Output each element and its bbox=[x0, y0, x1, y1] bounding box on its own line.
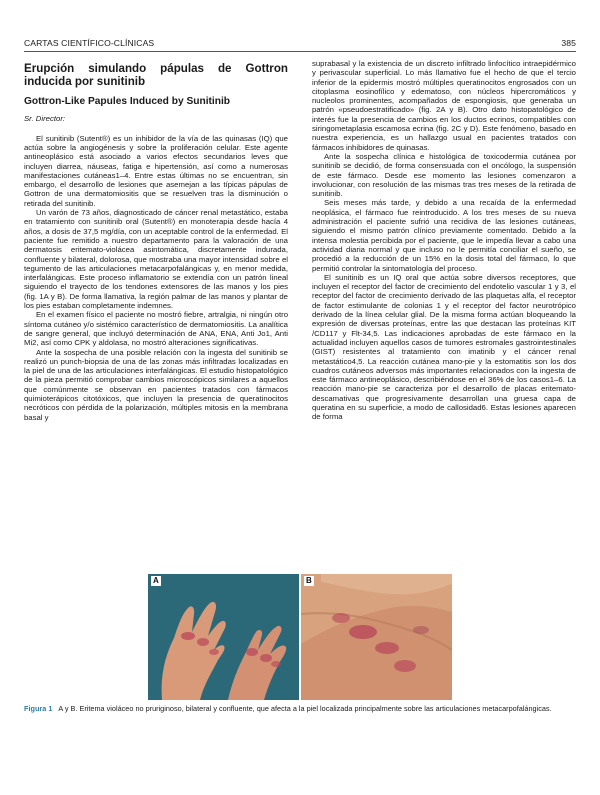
figure-panel-b bbox=[301, 574, 452, 700]
page-number: 385 bbox=[561, 38, 576, 48]
panel-label-b: B bbox=[306, 576, 312, 585]
figure-1 bbox=[148, 574, 452, 700]
left-column bbox=[24, 59, 288, 422]
body-paragraph: Ante la sospecha clínica e histológica de toxicodermia cutánea por sunitinib se decidió, de forma consensuada con el oncólogo, la suspensión de este fármaco. Desde ese momento las lesiones comenzaron a involucionar, con resolución de las mismas tras tres meses de la retirada de sunitinib. bbox=[312, 151, 576, 199]
body-paragraph: En el examen físico el paciente no mostró fiebre, artralgia, ni ningún otro síntoma cutáneo y/o sistémico característico de dermatomiositis. La analítica de sangre general, que incluyó determinación de ANA, ENA, Anti Jo1, Anti Mi2, así como CPK y aldolasa, no mostró alteraciones significativas. bbox=[24, 310, 288, 348]
article-title-english: Gottron-Like Papules Induced by Sunitinib bbox=[24, 96, 231, 108]
hands-photo-a bbox=[148, 574, 299, 700]
panel-label-a: A bbox=[153, 576, 159, 585]
article-title-spanish: Erupción simulando pápulas de Gottron inducida por sunitinib bbox=[24, 62, 288, 89]
right-column bbox=[312, 59, 576, 422]
running-header bbox=[24, 38, 576, 52]
body-paragraph: El sunitinib (Sutent®) es un inhibidor de la vía de las quinasas (IQ) que actúa sobre la angiogénesis y sobre la proliferación celular. Este agente antineoplásico está asociado a varios efectos secundarios leves que incluyen diarrea, náuseas, fatiga e hipertensión, así como a numerosas manifestaciones cutáneas1–4. Entre estas últimas no se encuentran, sin embargo, el desarrollo de lesiones que asemejan a las típicas pápulas de Gottron de una dermatomiositis que se resuelven tras la disminución o retirada del sunitinib. bbox=[24, 133, 288, 208]
body-paragraph: Ante la sospecha de una posible relación con la ingesta del sunitinib se realizó un punch-biopsia de una de las zonas más infiltradas localizadas en la piel de una de las articulaciones interfalángicas. El estudio histopatológico de la pieza permitió comprobar cambios microscópicos similares a aquellos que comúnmente se observan en pacientes tratados con fármacos quimioterápicos citotóxicos, que incluyen la presencia de queratinocitos necróticos con pérdida de la polarización, múltiples mitosis en la membrana basal y bbox=[24, 347, 288, 422]
salutation: Sr. Director: bbox=[24, 114, 66, 124]
figure-caption-text: A y B. Eritema violáceo no pruriginoso, bilateral y confluente, que afecta a la piel localizada principalmente sobre las articulaciones metacarpofalángicas. bbox=[58, 704, 552, 713]
figure-caption-label: Figura 1 bbox=[24, 704, 53, 713]
body-paragraph: Un varón de 73 años, diagnosticado de cáncer renal metastático, estaba en tratamiento con sunitinib oral (Sutent®) en monoterapia desde hacía 4 años, a dosis de 37,5 mg/día, con un aceptable control de la enfermedad. El paciente fue remitido a nuestro departamento para la valoración de una dermatosis eritemato-violácea asintomática, discretamente indurada, confluente y bilateral, dolorosa, que mostraba una mayor intensidad sobre el tegumento de las articulaciones metacarpofalángicas y, en menor medida, interfalángicas. Este proceso inflamatorio se extendía con un patrón lineal siguiendo el trayecto de los tendones extensores de las manos y los pies (fig. 1A y B). De forma llamativa, la región palmar de las manos y plantar de los pies estaban completamente indemnes. bbox=[24, 208, 288, 311]
journal-section-title: CARTAS CIENTÍFICO-CLÍNICAS bbox=[24, 38, 155, 48]
figure-panel-a bbox=[148, 574, 299, 700]
hand-photo-b bbox=[301, 574, 452, 700]
body-paragraph: El sunitinib es un IQ oral que actúa sobre diversos receptores, que incluyen el receptor del factor de crecimiento del endotelio vascular 1 y 3, el receptor del factor de crecimiento derivado de las plaquetas alfa, el receptor de factor estimulante de colonias 1 y el receptor del factor neurotrópico derivado de la línea celular glial. De la misma forma actúan bloqueando la expresión de diversas proteínas, entre las que destacan las proteínas KIT /CD117 y Flt-34,5. Las indicaciones aprobadas de este fármaco en la actualidad incluyen aquellos casos de tumores estromales gastrointestinales (GIST) resistentes al tratamiento con imatinib y el cáncer renal metastático4,5. La reacción cutánea mano-pie y la estomatitis son los dos cuadros cutáneos adversos más importantes relacionados con la ingesta de este fármaco antineoplásico, describiéndose en el 36% de los casos1–6. La reacción mano-pie se caracteriza por el desarrollo de placas eritemato-descamativas que progresivamente desarrollan una gruesa capa de queratina en su superficie, a modo de callosidad6. Estas lesiones aparecen de forma bbox=[312, 272, 576, 422]
figure-caption bbox=[24, 704, 576, 714]
header-rule bbox=[24, 51, 576, 52]
body-paragraph: Seis meses más tarde, y debido a una recaída de la enfermedad neoplásica, el fármaco fue reintroducido. A los tres meses de su nueva administración el paciente sufrió una recidiva de las lesiones cutáneas, siguiendo el mismo patrón clínico previamente comentado. Debido a la intensa molestia percibida por el paciente, que le impedía llevar a cabo una actividad diaria normal y que incluso no le permitía conciliar el sueño, se procedió a la reducción de un 15% en la dosis total del fármaco, lo que permitió controlar la sintomatología del proceso. bbox=[312, 198, 576, 273]
body-paragraph: suprabasal y la existencia de un discreto infiltrado linfocítico intraepidérmico y perivascular superficial. Lo más llamativo fue el hecho de que el tercio inferior de la epidermis mostró múltiples queratinocitos engrosados con un citoplasma eosinofílico y edematoso, con núcleos hipercromáticos y nucleolos prominentes, acompañados de espongiosis, que generaba un patrón «pseudoestratificado» (fig. 2A y B). Otro dato histopatológico de interés fue la presencia de cambios en los ductos ecrinos, compatibles con siringometaplasia escamosa ecrina (fig. 2C y D). Este fenómeno, basado en nuestra experiencia, es un hallazgo usual en pacientes tratados con fármacos inhibidores de quinasas. bbox=[312, 59, 576, 152]
